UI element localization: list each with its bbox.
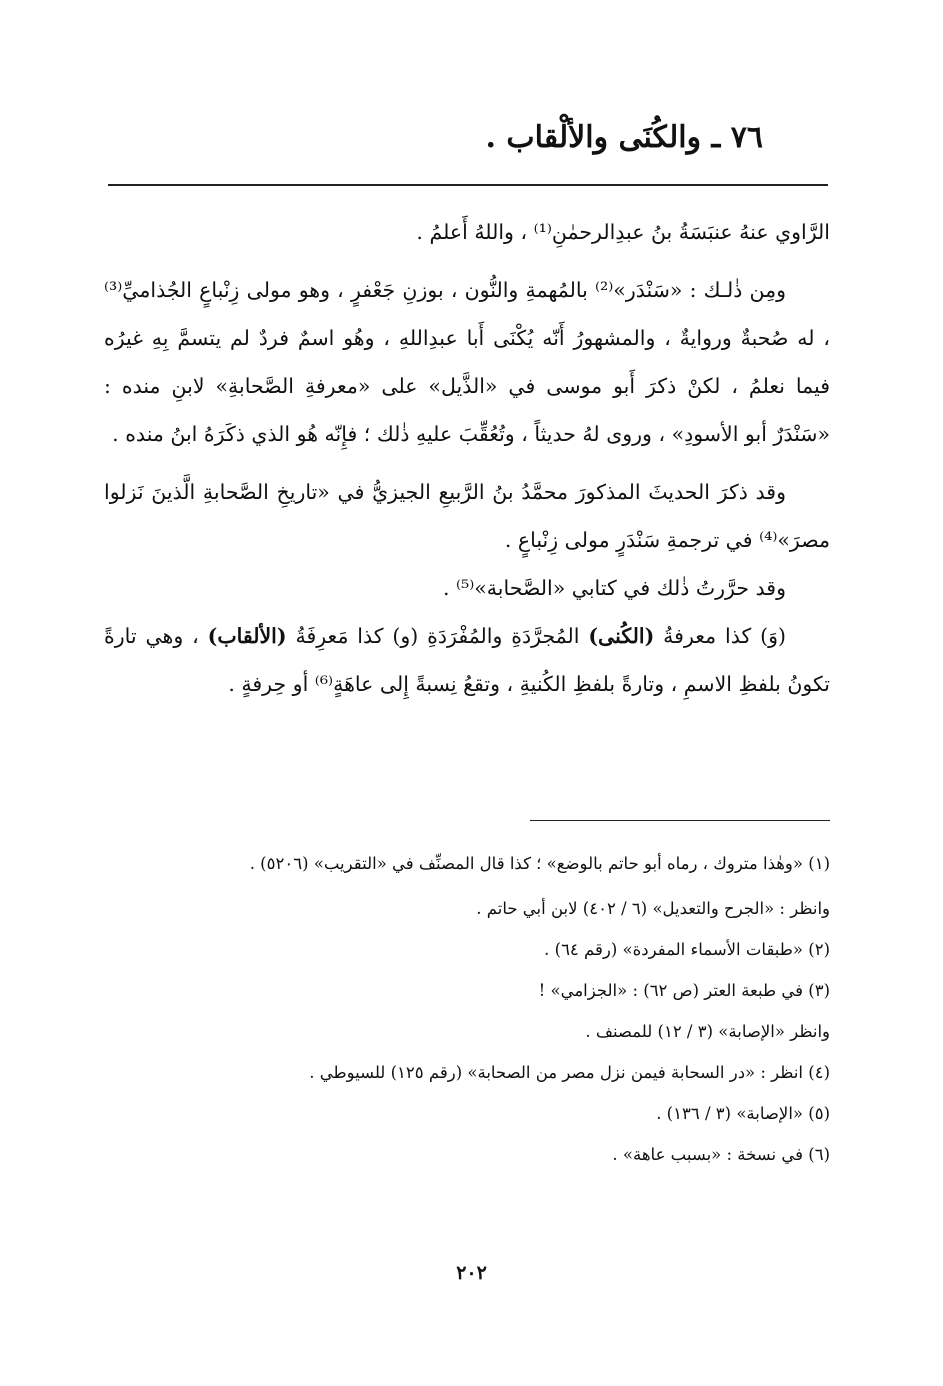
paragraph-3: وقد ذكرَ الحديثَ المذكورَ محمَّدُ بنُ الرَّبيعِ الجيزيُّ في «تاريخِ الصَّحابةِ الَّذينَ نَزلوا مصرَ»⁽⁴⁾ في ترجمةِ سَنْدَرٍ مولى زِنْباعٍ . <box>104 480 830 552</box>
section-heading: ٧٦ ـ والكُنَى والألْقاب . <box>485 120 763 155</box>
footnote-5: (٥) «الإصابة» (٣ / ١٣٦) . <box>656 1104 830 1123</box>
paragraph-4: وقد حرَّرتُ ذٰلك في كتابي «الصَّحابة»⁽⁵⁾ . <box>442 576 786 600</box>
paragraph-1: الرَّاوي عنهُ عنبَسَةُ بنُ عبدِالرحمٰنِ⁽¹⁾ ، واللهُ أَعلمُ . <box>416 220 830 244</box>
heading-divider <box>108 184 828 186</box>
paragraph-5-part-2: المُجرَّدَةِ والمُفْرَدَةِ (و) كذا مَعرِفَةُ <box>286 624 589 648</box>
term-alqab: (الألقاب) <box>207 624 287 648</box>
main-text <box>104 208 830 708</box>
footnote-1: (١) «وهٰذا متروك ، رماه أبو حاتم بالوضع» ؛ كذا قال المصنِّف في «التقريب» (٥٢٠٦) . <box>249 854 830 873</box>
paragraph-5 <box>104 612 830 708</box>
footnote-6: (٦) في نسخة : «بسبب عاهة» . <box>612 1145 830 1164</box>
footnote-3: (٣) في طبعة العتر (ص ٦٢) : «الجزامي» ! <box>538 981 830 1000</box>
footnote-1-continued: وانظر : «الجرح والتعديل» (٦ / ٤٠٢) لابن أبي حاتم . <box>476 899 830 918</box>
footnote-2: (٢) «طبقات الأسماء المفردة» (رقم ٦٤) . <box>544 940 830 959</box>
paragraph-2: ومِن ذٰلـك : «سَنْدَر»⁽²⁾ بالمُهمةِ والنُّون ، بوزنِ جَعْفرٍ ، وهو مولى زِنْباعٍ الجُذاميِّ⁽³⁾ ، له صُحبةٌ وروايةٌ ، والمشهورُ أَنّه يُكْنَى أَبا عبدِاللهِ ، وهُو اسمٌ فردٌ لم يتسمَّ بِهِ غيرُه فيما نعلمُ ، لكنْ ذكرَ أَبو موسى في «الذَّيل» على «معرفةِ الصَّحابةِ» لابنِ منده : «سَنْدَرٌ أبو الأسودِ» ، وروى لهُ حديثاً ، وتُعُقِّبَ عليهِ ذٰلك ؛ فإِنّه هُو الذي ذكَرَهُ ابنُ منده . <box>104 278 830 446</box>
page-number: ٢٠٢ <box>456 1262 487 1284</box>
paragraph-5-part-1: (وَ) كذا معرفةُ <box>654 624 786 648</box>
footnote-3-continued: وانظر «الإصابة» (٣ / ١٢) للمصنف . <box>585 1022 830 1041</box>
footnotes-divider <box>530 820 830 821</box>
footnote-4: (٤) انظر : «در السحابة فيمن نزل مصر من الصحابة» (رقم ١٢٥) للسيوطي . <box>309 1063 830 1082</box>
footnotes <box>104 846 830 1175</box>
term-kuna: (الكُنى) <box>588 624 655 648</box>
paragraph-5-part-3: ، وهي تارةً تكونُ بلفظِ الاسمِ ، وتارةً بلفظِ الكُنيةِ ، وتقعُ نِسبةً إِلى عاهَةٍ⁽⁶⁾ أو حِرفةٍ . <box>104 624 830 696</box>
